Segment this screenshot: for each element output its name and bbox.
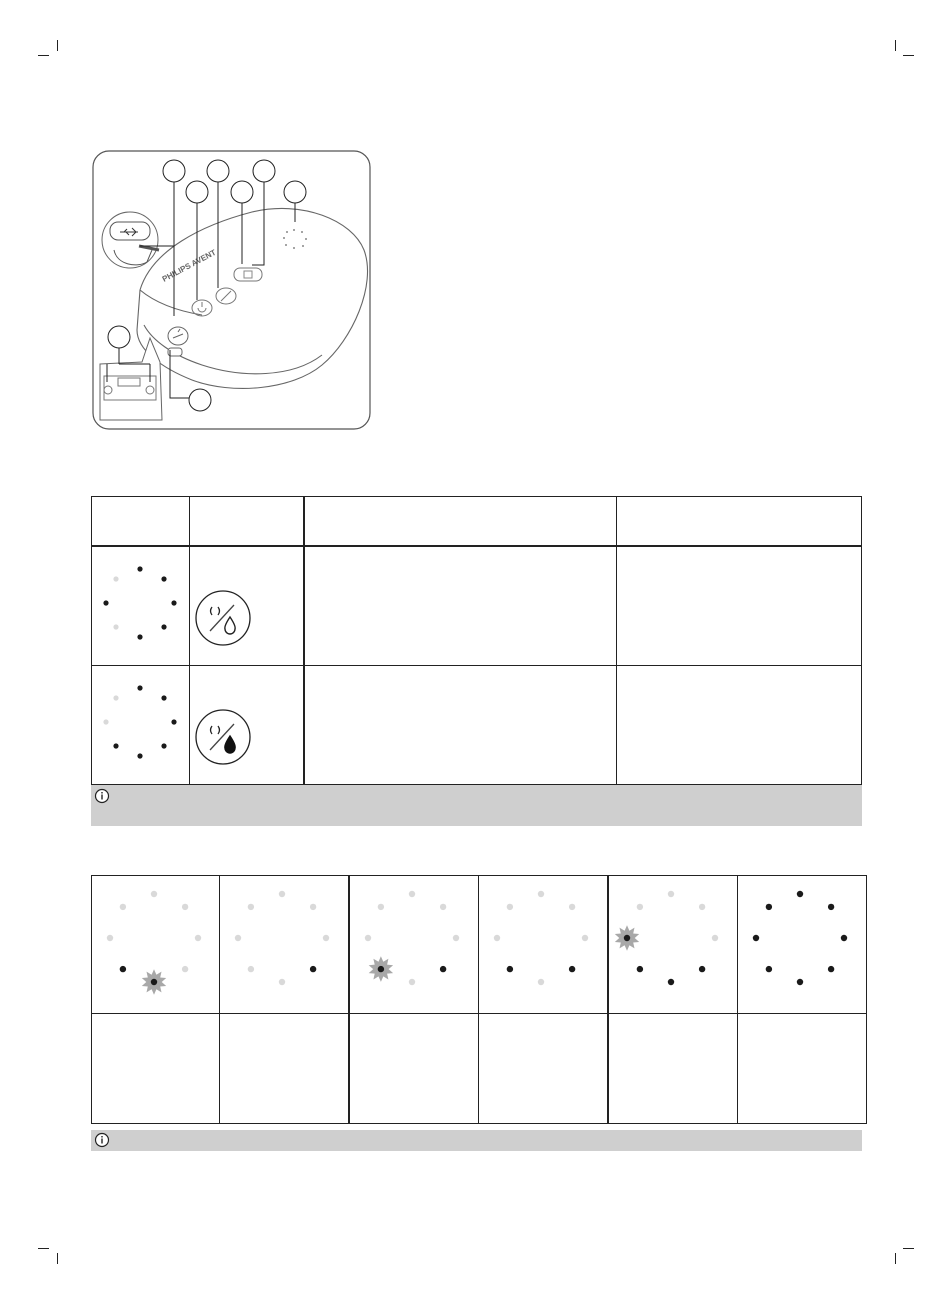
led-dot-on: [841, 935, 847, 941]
led-dot-on: [378, 966, 384, 972]
crop-mark-bottom-right-v: [895, 1253, 896, 1264]
led-dot-off: [712, 935, 718, 941]
description-cell: [617, 665, 862, 784]
led-dot-off: [494, 935, 500, 941]
humidity-high-icon: [190, 666, 303, 779]
led-ring-indicator: [92, 547, 189, 660]
usb-cable-inset: [102, 212, 159, 268]
led-dot-on: [507, 966, 513, 972]
led-dot-off: [409, 891, 415, 897]
led-dot-on: [137, 634, 142, 639]
usb-icon: [168, 327, 188, 345]
led-dot-on: [161, 743, 166, 748]
led-dot-on: [797, 891, 803, 897]
ring-cell: [92, 546, 190, 666]
crop-mark-bottom-left-v: [57, 1253, 58, 1264]
led-dot-on: [699, 966, 705, 972]
description-cell: [617, 546, 862, 666]
led-dot-on: [151, 979, 157, 985]
crop-mark-bottom-left-h: [38, 1248, 49, 1249]
ring-cell: [92, 876, 220, 1014]
led-dot-on: [137, 566, 142, 571]
led-dot-on: [440, 966, 446, 972]
led-dot-off: [310, 904, 316, 910]
led-dot-on: [797, 979, 803, 985]
icon-cell: [190, 546, 305, 666]
led-dot-on: [766, 904, 772, 910]
table-row: [92, 665, 862, 784]
crop-mark-top-right-h: [903, 55, 914, 56]
info-note: [91, 1130, 862, 1151]
description-cell: [304, 546, 617, 666]
led-dot-on: [120, 966, 126, 972]
led-dot-off: [279, 891, 285, 897]
led-dot-off: [151, 891, 157, 897]
led-dot-on: [569, 966, 575, 972]
led-dot-off: [248, 904, 254, 910]
table-row: [92, 546, 862, 666]
label-cell: [92, 1014, 220, 1124]
table-header-cell: [304, 497, 617, 546]
led-ring-indicator: [220, 876, 348, 1008]
info-icon: [94, 788, 110, 804]
crop-mark-top-left-h: [38, 55, 49, 56]
led-dot-off: [113, 576, 118, 581]
led-dot-off: [182, 904, 188, 910]
led-dot-on: [310, 966, 316, 972]
crop-mark-bottom-right-h: [903, 1248, 914, 1249]
led-dot-off: [453, 935, 459, 941]
led-dot-off: [637, 904, 643, 910]
label-cell: [738, 1014, 867, 1124]
led-dot-on: [161, 695, 166, 700]
led-status-table: [91, 496, 862, 785]
charging-status-table: [91, 875, 867, 1124]
led-dot-off: [235, 935, 241, 941]
led-dot-off: [668, 891, 674, 897]
led-dot-on: [113, 743, 118, 748]
led-dot-on: [161, 624, 166, 629]
led-dot-on: [828, 966, 834, 972]
led-dot-on: [161, 576, 166, 581]
led-ring-indicator: [350, 876, 478, 1008]
led-dot-off: [699, 904, 705, 910]
led-dot-off: [113, 695, 118, 700]
crop-mark-top-left-v: [57, 40, 58, 51]
led-dot-off: [279, 979, 285, 985]
crop-mark-top-right-v: [895, 40, 896, 51]
table-header-cell: [190, 497, 305, 546]
led-dot-on: [171, 600, 176, 605]
label-cell: [220, 1014, 350, 1124]
led-dot-off: [582, 935, 588, 941]
led-dot-off: [507, 904, 513, 910]
led-dot-off: [323, 935, 329, 941]
led-dot-off: [107, 935, 113, 941]
table-row: [92, 876, 867, 1014]
led-ring-indicator: [609, 876, 737, 1008]
led-dot-on: [103, 600, 108, 605]
led-ring-indicator: [92, 666, 189, 779]
info-icon: [94, 1132, 110, 1148]
description-cell: [304, 665, 617, 784]
ring-cell: [608, 876, 738, 1014]
ring-cell: [220, 876, 350, 1014]
ring-cell: [738, 876, 867, 1014]
led-dot-off: [182, 966, 188, 972]
led-dot-off: [103, 719, 108, 724]
led-dot-off: [120, 904, 126, 910]
led-dot-on: [171, 719, 176, 724]
table-header-cell: [617, 497, 862, 546]
led-dot-off: [378, 904, 384, 910]
label-cell: [608, 1014, 738, 1124]
led-dot-off: [248, 966, 254, 972]
led-dot-off: [440, 904, 446, 910]
ring-cell: [349, 876, 479, 1014]
led-dot-on: [137, 685, 142, 690]
led-dot-off: [365, 935, 371, 941]
humidity-low-icon: [190, 547, 303, 660]
led-ring-indicator: [92, 876, 219, 1008]
led-dot-on: [668, 979, 674, 985]
label-cell: [479, 1014, 609, 1124]
led-dot-on: [828, 904, 834, 910]
ring-cell: [92, 665, 190, 784]
led-dot-on: [753, 935, 759, 941]
led-dot-on: [637, 966, 643, 972]
led-dot-off: [113, 624, 118, 629]
info-note: [91, 785, 862, 826]
icon-cell: [190, 665, 305, 784]
table-header-row: [92, 497, 862, 546]
led-dot-off: [409, 979, 415, 985]
led-ring-indicator: [479, 876, 607, 1008]
label-cell: [349, 1014, 479, 1124]
led-dot-on: [766, 966, 772, 972]
table-header-cell: [92, 497, 190, 546]
led-dot-off: [195, 935, 201, 941]
led-dot-on: [624, 935, 630, 941]
ring-cell: [479, 876, 609, 1014]
brand-label: PHILIPS AVENT: [160, 247, 218, 284]
table-row: [92, 1014, 867, 1124]
led-dot-off: [538, 979, 544, 985]
led-ring-indicator: [738, 876, 866, 1008]
device-figure: [92, 150, 372, 432]
led-dot-off: [538, 891, 544, 897]
led-dot-off: [569, 904, 575, 910]
led-dot-on: [137, 753, 142, 758]
